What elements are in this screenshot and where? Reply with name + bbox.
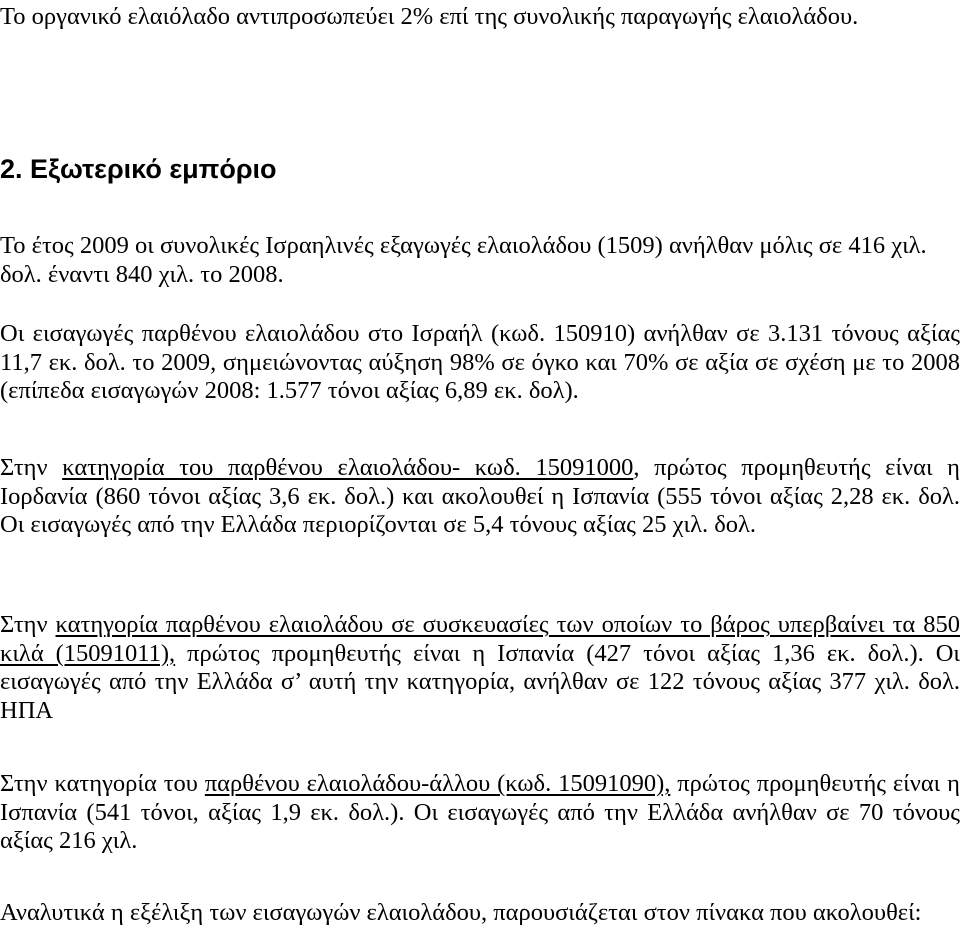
category-3-lead: Στην κατηγορία του bbox=[0, 770, 205, 797]
category-2-lead: Στην bbox=[0, 611, 56, 638]
category-2-rest: πρώτος προμηθευτής είναι η Ισπανία (427 τόνοι αξίας 1,36 εκ. δολ.). Οι εισαγωγές από την Ελλάδα σ’ αυτή την κατηγορία, ανήλθαν σε 122 τόνους αξίας 377 χιλ. δολ. ΗΠΑ bbox=[0, 639, 960, 724]
category-3-underlined: παρθένου ελαιολάδου-άλλου (κωδ. 15091090), bbox=[204, 770, 671, 797]
category-1-paragraph bbox=[0, 454, 960, 540]
analysis-paragraph: Αναλυτικά η εξέλιξη των εισαγωγών ελαιολάδου, παρουσιάζεται στον πίνακα που ακολουθεί: bbox=[0, 899, 922, 926]
virgin-imports-paragraph: Οι εισαγωγές παρθένου ελαιολάδου στο Ισραήλ (κωδ. 150910) ανήλθαν σε 3.131 τόνους αξίας 11,7 εκ. δολ. το 2009, σημειώνοντας αύξηση 98% σε όγκο και 70% σε αξία σε σχέση με το 2008 (επίπεδα εισαγωγών 2008: 1.577 τόνοι αξίας 6,89 εκ. δολ). bbox=[0, 320, 960, 404]
exports-paragraph: Το έτος 2009 οι συνολικές Ισραηλινές εξαγωγές ελαιολάδου (1509) ανήλθαν μόλις σε 416 χιλ. δολ. έναντι 840 χιλ. το 2008. bbox=[0, 232, 927, 288]
category-2-paragraph bbox=[0, 611, 960, 725]
category-2-underlined: κατηγορία παρθένου ελαιολάδου σε συσκευασίες των οποίων το βάρος υπερβαίνει τα 850 κιλά (15091011), bbox=[0, 611, 960, 667]
category-1-underlined: κατηγορία του παρθένου ελαιολάδου- κωδ. 15091000 bbox=[62, 454, 634, 481]
category-3-rest: πρώτος προμηθευτής είναι η Ισπανία (541 τόνοι, αξίας 1,9 εκ. δολ.). Οι εισαγωγές από την Ελλάδα ανήλθαν σε 70 τόνους αξίας 216 χιλ. bbox=[0, 770, 960, 854]
section-heading: 2. Εξωτερικό εμπόριο bbox=[0, 154, 277, 184]
category-1-lead: Στην bbox=[0, 454, 63, 481]
intro-paragraph: Το οργανικό ελαιόλαδο αντιπροσωπεύει 2% επί της συνολικής παραγωγής ελαιολάδου. bbox=[0, 3, 859, 30]
category-3-paragraph bbox=[0, 770, 960, 856]
category-1-rest: , πρώτος προμηθευτής είναι η Ιορδανία (860 τόνοι αξίας 3,6 εκ. δολ.) και ακολουθεί η Ισπανία (555 τόνοι αξίας 2,28 εκ. δολ. Οι εισαγωγές από την Ελλάδα περιορίζονται σε 5,4 τόνους αξίας 25 χιλ. δολ. bbox=[0, 454, 960, 538]
